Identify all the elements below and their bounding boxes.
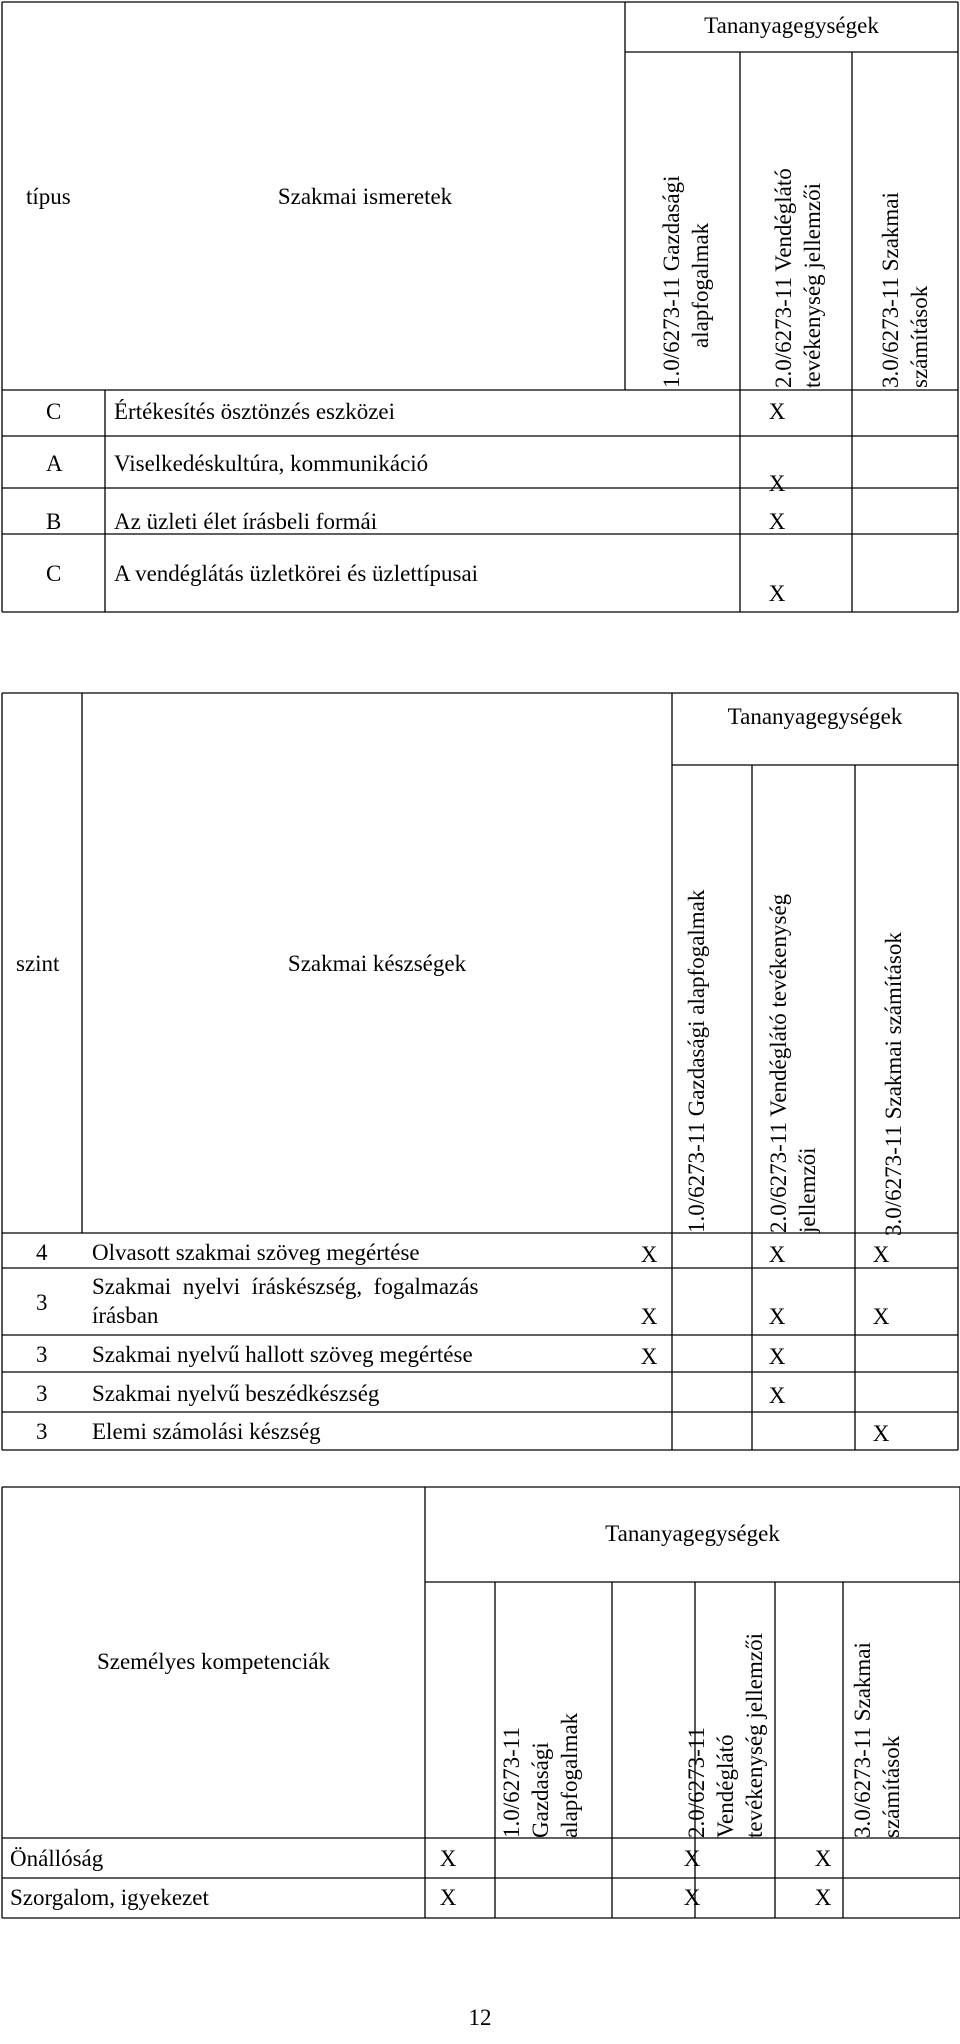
table1-unit-1-header: 1.0/6273-11 Gazdasági alapfogalmak <box>659 175 713 388</box>
table2-unit-3-header: 3.0/6273-11 Szakmai számítások <box>881 932 906 1236</box>
table1-col-main: Szakmai ismeretek <box>277 184 453 209</box>
table1-row-2-type: A <box>46 451 63 476</box>
table2-row-2-mark-u2: X <box>768 1304 786 1329</box>
table2-row-2-mark-u3: X <box>872 1304 890 1329</box>
table2-row-5-mark-u3: X <box>872 1421 890 1446</box>
table2-unit-1-header: 1.0/6273-11 Gazdasági alapfogalmak <box>684 889 709 1233</box>
table2-col-main: Szakmai készségek <box>287 951 467 976</box>
table3-row-1-mark-u2: X <box>683 1846 701 1871</box>
page-number: 12 <box>468 2005 492 2030</box>
table1-row-3-type: B <box>46 509 62 534</box>
table3-unit-3-header: 3.0/6273-11 Szakmai számítások <box>850 1642 904 1838</box>
table3-row-1-mark-u3: X <box>814 1846 832 1871</box>
table3-row-1-text: Önállóság <box>10 1846 104 1871</box>
table2-row-5-level: 3 <box>36 1419 48 1444</box>
table2-row-1-mark-u1: X <box>640 1242 658 1267</box>
table2-row-1-mark-u3: X <box>872 1242 890 1267</box>
table2-units-header: Tananyagegységek <box>727 704 903 729</box>
table3-row-2-mark-u2: X <box>683 1885 701 1910</box>
table2-row-3-text: Szakmai nyelvű hallott szöveg megértése <box>92 1342 473 1367</box>
table2-row-2-text-line2: írásban <box>92 1303 159 1328</box>
table1-units-header: Tananyagegységek <box>704 13 879 38</box>
table1-row-2-mark-u2: X <box>768 471 786 496</box>
table3-row-2-mark-u1: X <box>439 1885 457 1910</box>
table1-row-4-mark-u2: X <box>768 581 786 606</box>
table2-unit-2-header: 2.0/6273-11 Vendéglátó tevékenység jellemzői <box>766 893 820 1233</box>
table1-row-1-text: Értékesítés ösztönzés eszközei <box>114 399 395 424</box>
table3-row-2-text: Szorgalom, igyekezet <box>10 1885 209 1910</box>
table2-row-1-level: 4 <box>36 1240 48 1265</box>
table3-units-header: Tananyagegységek <box>605 1521 780 1546</box>
table3-row-2-mark-u3: X <box>814 1885 832 1910</box>
table3-row-1-mark-u1: X <box>439 1846 457 1871</box>
table2-row-5-text: Elemi számolási készség <box>92 1419 321 1444</box>
table1-row-1-type: C <box>46 399 62 424</box>
table1-unit-2-header: 2.0/6273-11 Vendéglátó tevékenység jellemzői <box>771 168 825 388</box>
table2-row-1-mark-u2: X <box>768 1242 786 1267</box>
table3-col-main: Személyes kompetenciák <box>96 1649 331 1674</box>
table2-row-4-text: Szakmai nyelvű beszédkészség <box>92 1381 380 1406</box>
table2-row-4-mark-u2: X <box>768 1383 786 1408</box>
table1-col-type: típus <box>26 184 71 209</box>
table2-row-2-level: 3 <box>36 1290 48 1315</box>
table1-row-2-text: Viselkedéskultúra, kommunikáció <box>114 451 429 476</box>
table3-unit-2-header: 2.0/6273-11 Vendéglátó tevékenység jellemzői <box>684 1632 767 1838</box>
table1-row-3-mark-u2: X <box>768 509 786 534</box>
table1-row-4-type: C <box>46 561 62 586</box>
table1-row-1-mark-u2: X <box>768 399 786 424</box>
table2-row-2-mark-u1: X <box>640 1304 658 1329</box>
table2-row-3-level: 3 <box>36 1342 48 1367</box>
table2-row-4-level: 3 <box>36 1381 48 1406</box>
table2-row-3-mark-u1: X <box>640 1344 658 1369</box>
table1-row-4-text: A vendéglátás üzletkörei és üzlettípusai <box>114 561 479 586</box>
table2-col-level: szint <box>16 951 60 976</box>
table2-row-2-text-line1: Szakmai nyelvi íráskészség, fogalmazás <box>92 1274 479 1299</box>
table1-row-3-text: Az üzleti élet írásbeli formái <box>114 509 378 534</box>
table2-row-3-mark-u2: X <box>768 1344 786 1369</box>
table1-unit-3-header: 3.0/6273-11 Szakmai számítások <box>878 192 932 388</box>
table2-row-1-text: Olvasott szakmai szöveg megértése <box>92 1240 420 1265</box>
table3-unit-1-header: 1.0/6273-11 Gazdasági alapfogalmak <box>499 1712 582 1838</box>
